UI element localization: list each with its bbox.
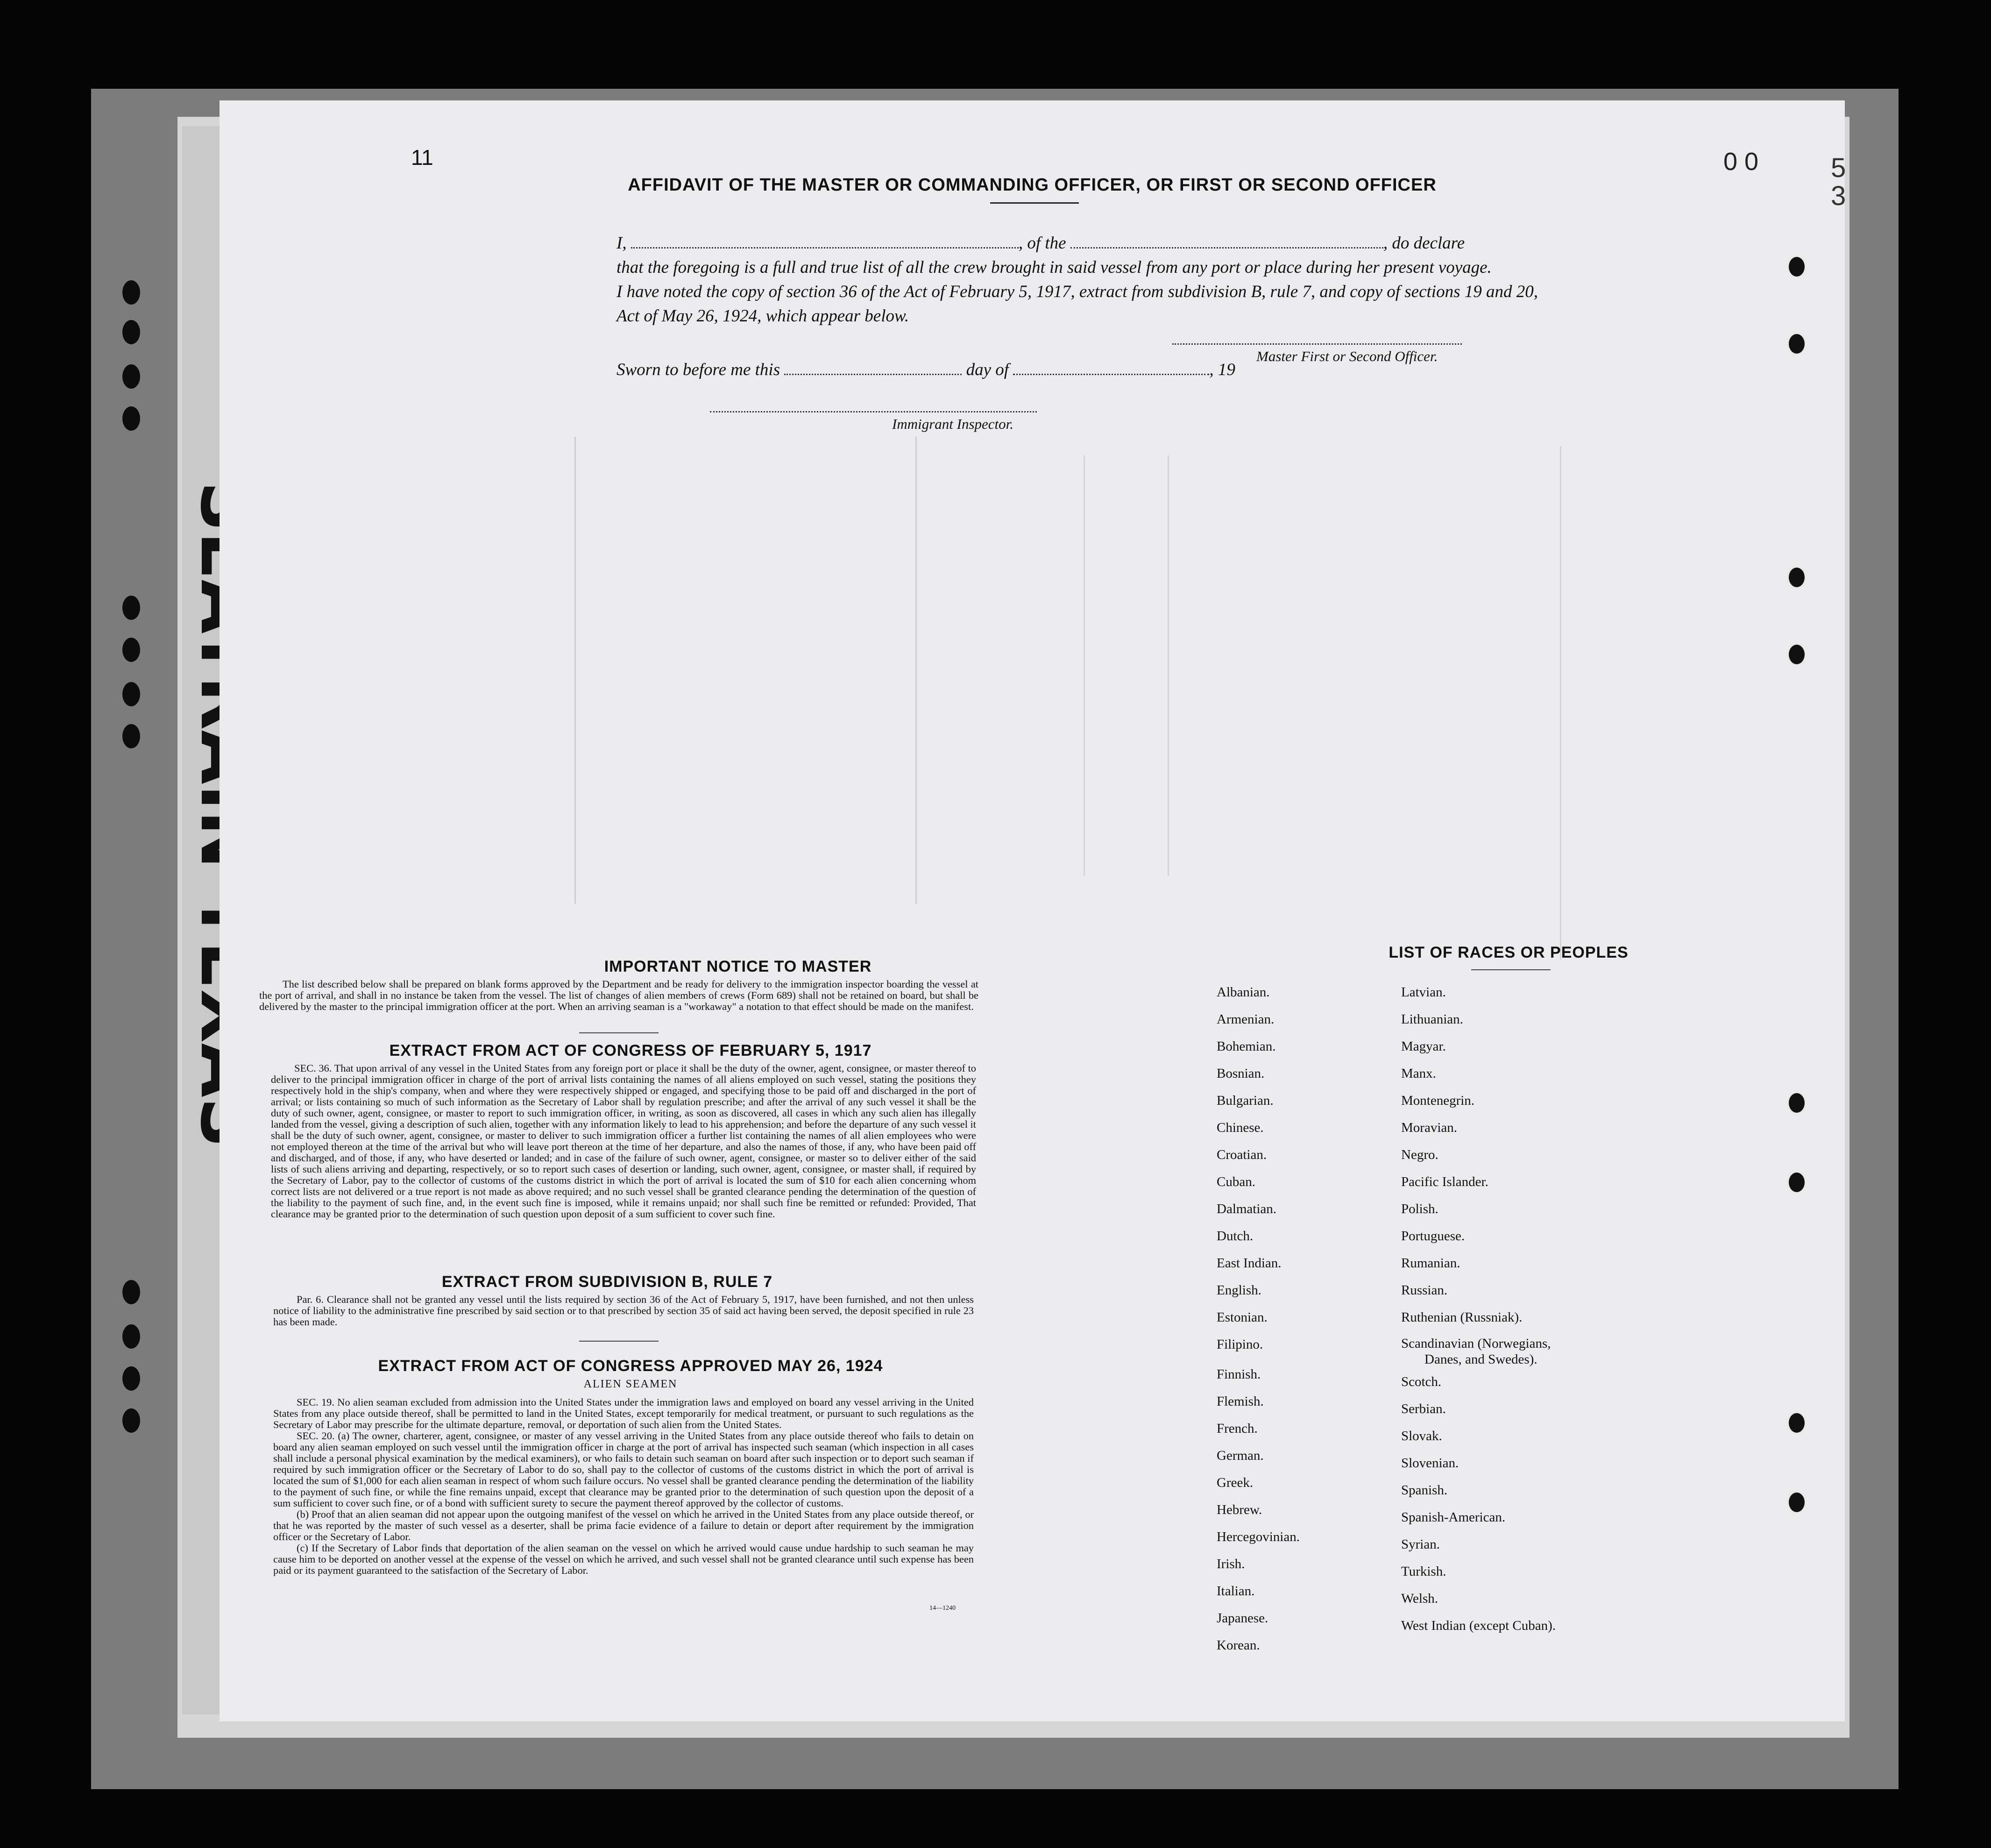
subdivision-title: EXTRACT FROM SUBDIVISION B, RULE 7	[441, 1273, 773, 1291]
binder-hole	[122, 280, 140, 305]
race-item: Japanese.	[1217, 1611, 1268, 1626]
races-left-column	[1217, 979, 1422, 1659]
race-item-scandinavian	[1401, 1331, 1681, 1368]
race-item: Syrian.	[1401, 1537, 1440, 1552]
binder-hole	[122, 724, 140, 748]
race-item: Scandinavian (Norwegians,	[1401, 1336, 1551, 1351]
extract-1917-title: EXTRACT FROM ACT OF CONGRESS OF FEBRUARY 5, 1917	[389, 1042, 872, 1059]
manifest-page	[220, 100, 1845, 1721]
race-item: Latvian.	[1401, 985, 1446, 1000]
races-title: LIST OF RACES OR PEOPLES	[1389, 944, 1629, 961]
binder-hole	[1786, 255, 1807, 279]
title-rule	[990, 202, 1079, 204]
section-19-paragraph: SEC. 19. No alien seaman excluded from admission into the United States under the immigration laws and employed on board any vessel arriving in the United States from any place outside thereof, shall be permitted to land in the United States, except temporarily for medical treatment, or pursuant to such regulations as the Secretary of Labor may prescribe for the ultimate departure, removal, or deportation of such alien from the United States.	[273, 1396, 974, 1430]
race-item: Estonian.	[1217, 1310, 1268, 1325]
show-through-mark	[574, 437, 576, 904]
corner-marks: 0 0	[1723, 148, 1759, 176]
race-item: Greek.	[1217, 1475, 1254, 1490]
declaration-declare: , do declare	[1383, 234, 1465, 253]
race-item: Polish.	[1401, 1201, 1438, 1216]
show-through-mark	[915, 437, 917, 904]
binder-hole	[122, 320, 140, 344]
declaration-i: I,	[616, 234, 627, 253]
section-20c-paragraph: (c) If the Secretary of Labor finds that deportation of the alien seaman on the vessel on which he arrived would cause undue hardship to such seaman he may cause him to be deported on another vessel at the expense of the vessel on which he arrived, and such vessel shall not be granted clearance until such expense has been paid or its payment guaranteed to the satisfaction of the Secretary of Labor.	[273, 1542, 974, 1576]
extract-1924-text	[273, 1397, 974, 1576]
race-item: Slovak.	[1401, 1429, 1442, 1443]
binder-hole	[122, 1366, 140, 1391]
binder-hole	[122, 364, 140, 389]
race-item: Chinese.	[1217, 1120, 1264, 1135]
race-item: Turkish.	[1401, 1564, 1446, 1579]
race-item: Hebrew.	[1217, 1502, 1262, 1517]
rule-7-paragraph: Par. 6. Clearance shall not be granted any vessel until the lists required by section 36 of the Act of February 5, 1917, have been furnished, and not then unless notice of liability to the administrative fine prescribed by said section or to that prescribed by section 35 of said act having been served, the deposit specified in rule 23 has been made.	[273, 1294, 974, 1328]
binder-hole	[1786, 1170, 1807, 1194]
affidavit-title: AFFIDAVIT OF THE MASTER OR COMMANDING OFFICER, OR FIRST OR SECOND OFFICER	[628, 175, 1437, 195]
declaration-line-2: that the foregoing is a full and true list of all the crew brought in said vessel from any port or place during her present voyage.	[616, 258, 1492, 277]
race-item: Finnish.	[1217, 1367, 1261, 1382]
master-signature-label: Master First or Second Officer.	[1256, 348, 1438, 364]
declaration-of: , of the	[1018, 234, 1066, 253]
race-item: Manx.	[1401, 1066, 1436, 1081]
alien-seamen-subtitle: ALIEN SEAMEN	[583, 1378, 678, 1390]
race-item: Slovenian.	[1401, 1456, 1459, 1471]
race-item: East Indian.	[1217, 1256, 1282, 1271]
declaration-line-3: I have noted the copy of section 36 of the Act of February 5, 1917, extract from subdivision B, rule 7, and copy of sections 19 and 20,	[616, 282, 1538, 301]
race-item: Armenian.	[1217, 1012, 1275, 1027]
race-item-continued: Danes, and Swedes).	[1424, 1352, 1538, 1367]
race-item: Russian.	[1401, 1283, 1448, 1298]
race-item: Ruthenian (Russniak).	[1401, 1310, 1523, 1325]
section-36-paragraph: SEC. 36. That upon arrival of any vessel in the United States from any foreign port or place it shall be the duty of the owner, agent, consignee, or master thereof to deliver to the principal immigration officer in charge of the port of arrival lists containing the names of all aliens employed on such vessel, stating the positions they respectively hold in the ship's company, when and where they were respectively shipped or engaged, and specifying those to be paid off and discharged in the port of arrival; or lists containing so much of such information as the Secretary of Labor shall by regulation prescribe; and after the arrival of any such vessel it shall be the duty of such owner, agent, consignee, or master to report to such immigration officer, in writing, as soon as discovered, all cases in which any such alien has illegally landed from the vessel, giving a description of such alien, together with any information likely to lead to his apprehension; and before the departure of any such vessel it shall be the duty of such owner, agent, consignee, or master to deliver to such immigration officer a further list containing the names of all alien employees who were not employed thereon at the time of the arrival but who will leave port thereon at the time of her departure, and also the names of those, if any, who have been paid off and discharged, and of those, if any, who have deserted or landed; and in case of the failure of such owner, agent, consignee, or master so to deliver either of the said lists of such aliens arriving and departing, respectively, or so to report such cases of desertion or landing, such owner, agent, consignee, or master shall, if required by the Secretary of Labor, pay to the collector of customs of the customs district in which the port of arrival is located the sum of $10 for each alien concerning whom correct lists are not delivered or a true report is not made as above required; and no such vessel shall be granted clearance pending the determination of the question of the liability to the payment of such fine, and, in the event such fine is imposed, while it remains unpaid; nor shall such fine be remitted or refunded: Provided, That clearance may be granted prior to the determination of such question upon deposit of a sum sufficient to cover such fine.	[271, 1062, 976, 1220]
race-item: Croatian.	[1217, 1147, 1267, 1162]
sworn-day-blank	[784, 360, 962, 375]
binder-hole	[1786, 565, 1807, 590]
extract-1917-text	[271, 1063, 976, 1220]
notice-title: IMPORTANT NOTICE TO MASTER	[604, 958, 872, 975]
binder-hole	[122, 406, 140, 431]
sworn-prefix: Sworn to before me this	[616, 360, 780, 379]
binder-hole	[122, 638, 140, 662]
race-item: Bosnian.	[1217, 1066, 1265, 1081]
race-item: Serbian.	[1401, 1401, 1446, 1416]
binder-hole	[1786, 642, 1807, 667]
sworn-month-blank	[1013, 360, 1209, 375]
sworn-year: , 19	[1209, 360, 1235, 379]
race-item: Hercegovinian.	[1217, 1529, 1300, 1544]
race-item: Magyar.	[1401, 1039, 1446, 1054]
binder-hole	[1786, 332, 1807, 356]
race-item: Dalmatian.	[1217, 1201, 1277, 1216]
race-item: Dutch.	[1217, 1229, 1254, 1244]
section-20a-paragraph: SEC. 20. (a) The owner, charterer, agent, consignee, or master of any vessel arriving in the United States from any place outside thereof who fails to detain on board any alien seaman employed on such vessel until the immigration officer in charge at the port of arrival has inspected such seaman (which inspection in all cases shall include a personal physical examination by the medical examiners), or who fails to detain such seaman on board after such inspection or to deport such seaman if required by such immigration officer or the Secretary of Labor to do so, shall pay to the collector of customs of the customs district in which the port of arrival is located the sum of $1,000 for each alien seaman in respect of whom such failure occurs. No vessel shall be granted clearance pending the determination of the liability to the payment of such fine, or while the fine remains unpaid, except that clearance may be granted prior to the determination of such question upon the deposit of a sum sufficient to cover such fine, or of a bond with sufficient surety to secure the payment thereof approved by the collector of customs.	[273, 1430, 974, 1509]
race-item: French.	[1217, 1421, 1258, 1436]
race-item: Montenegrin.	[1401, 1093, 1475, 1108]
race-item: Negro.	[1401, 1147, 1438, 1162]
race-item: German.	[1217, 1448, 1264, 1463]
binder-hole	[122, 1280, 140, 1304]
name-blank	[631, 233, 1019, 249]
race-item: West Indian (except Cuban).	[1401, 1618, 1556, 1633]
edge-page-number: 5 3	[1831, 153, 1846, 211]
binder-hole	[122, 1324, 140, 1349]
master-signature-line	[1172, 343, 1462, 345]
race-item: Italian.	[1217, 1584, 1255, 1599]
binder-hole	[122, 682, 140, 706]
race-item: Portuguese.	[1401, 1229, 1465, 1244]
sworn-statement	[616, 360, 1410, 380]
affidavit-declaration	[616, 231, 1681, 328]
race-item: Pacific Islander.	[1401, 1174, 1488, 1189]
race-item: English.	[1217, 1283, 1261, 1298]
race-item: Moravian.	[1401, 1120, 1457, 1135]
show-through-mark	[1168, 455, 1169, 876]
race-item: Korean.	[1217, 1638, 1260, 1653]
race-item: Spanish.	[1401, 1483, 1448, 1498]
race-item: Flemish.	[1217, 1394, 1264, 1409]
inspector-signature-line	[710, 411, 1037, 412]
inspector-signature-label: Immigrant Inspector.	[892, 416, 1014, 432]
binder-hole	[1786, 1091, 1807, 1115]
binder-hole	[1786, 1490, 1807, 1514]
form-number: 14—1240	[929, 1605, 956, 1612]
declaration-line-4: Act of May 26, 1924, which appear below.	[616, 306, 909, 326]
race-item: Albanian.	[1217, 985, 1270, 1000]
subdivision-rule	[579, 1341, 659, 1342]
sworn-day-label: day of	[966, 360, 1009, 379]
declaration-line-1	[616, 231, 1681, 256]
section-20b-paragraph: (b) Proof that an alien seaman did not appear upon the outgoing manifest of the vessel on which he arrived in the United States from any place outside thereof, or that he was reported by the master of such vessel as a deserter, shall be prima facie evidence of a failure to detain or deport after requirement by the immigration officer or the Secretary of Labor.	[273, 1508, 974, 1542]
subdivision-text	[273, 1294, 974, 1328]
races-right-column	[1401, 979, 1681, 1639]
notice-rule	[579, 1032, 659, 1033]
race-item: Rumanian.	[1401, 1256, 1460, 1271]
race-item: Welsh.	[1401, 1591, 1438, 1606]
show-through-mark	[1084, 455, 1085, 876]
binder-hole	[122, 1408, 140, 1433]
race-item: Lithuanian.	[1401, 1012, 1463, 1027]
race-item: Spanish-American.	[1401, 1510, 1506, 1525]
race-item: Scotch.	[1401, 1374, 1442, 1389]
binder-hole	[1786, 1411, 1807, 1435]
race-item: Bulgarian.	[1217, 1093, 1274, 1108]
race-item: Irish.	[1217, 1557, 1245, 1571]
show-through-mark	[1560, 446, 1561, 960]
binder-hole	[122, 596, 140, 620]
notice-paragraph: The list described below shall be prepared on blank forms approved by the Department and be ready for delivery to the immigration inspector boarding the vessel at the port of arrival, and shall in no instance be taken from the vessel. The list of changes of alien members of crews (Form 689) shall not be retained on board, but shall be delivered by the master to the principal immigration officer at the port. When an arriving seaman is a "workaway" a notation to that effect should be made on the manifest.	[259, 978, 978, 1012]
vessel-blank	[1070, 233, 1383, 249]
notice-text	[259, 979, 978, 1012]
race-item: Bohemian.	[1217, 1039, 1276, 1054]
race-item: Filipino.	[1217, 1337, 1263, 1352]
races-rule	[1471, 969, 1551, 970]
race-item: Cuban.	[1217, 1174, 1255, 1189]
extract-1924-title: EXTRACT FROM ACT OF CONGRESS APPROVED MAY 26, 1924	[378, 1357, 883, 1375]
corner-page-number: 11	[411, 145, 433, 170]
